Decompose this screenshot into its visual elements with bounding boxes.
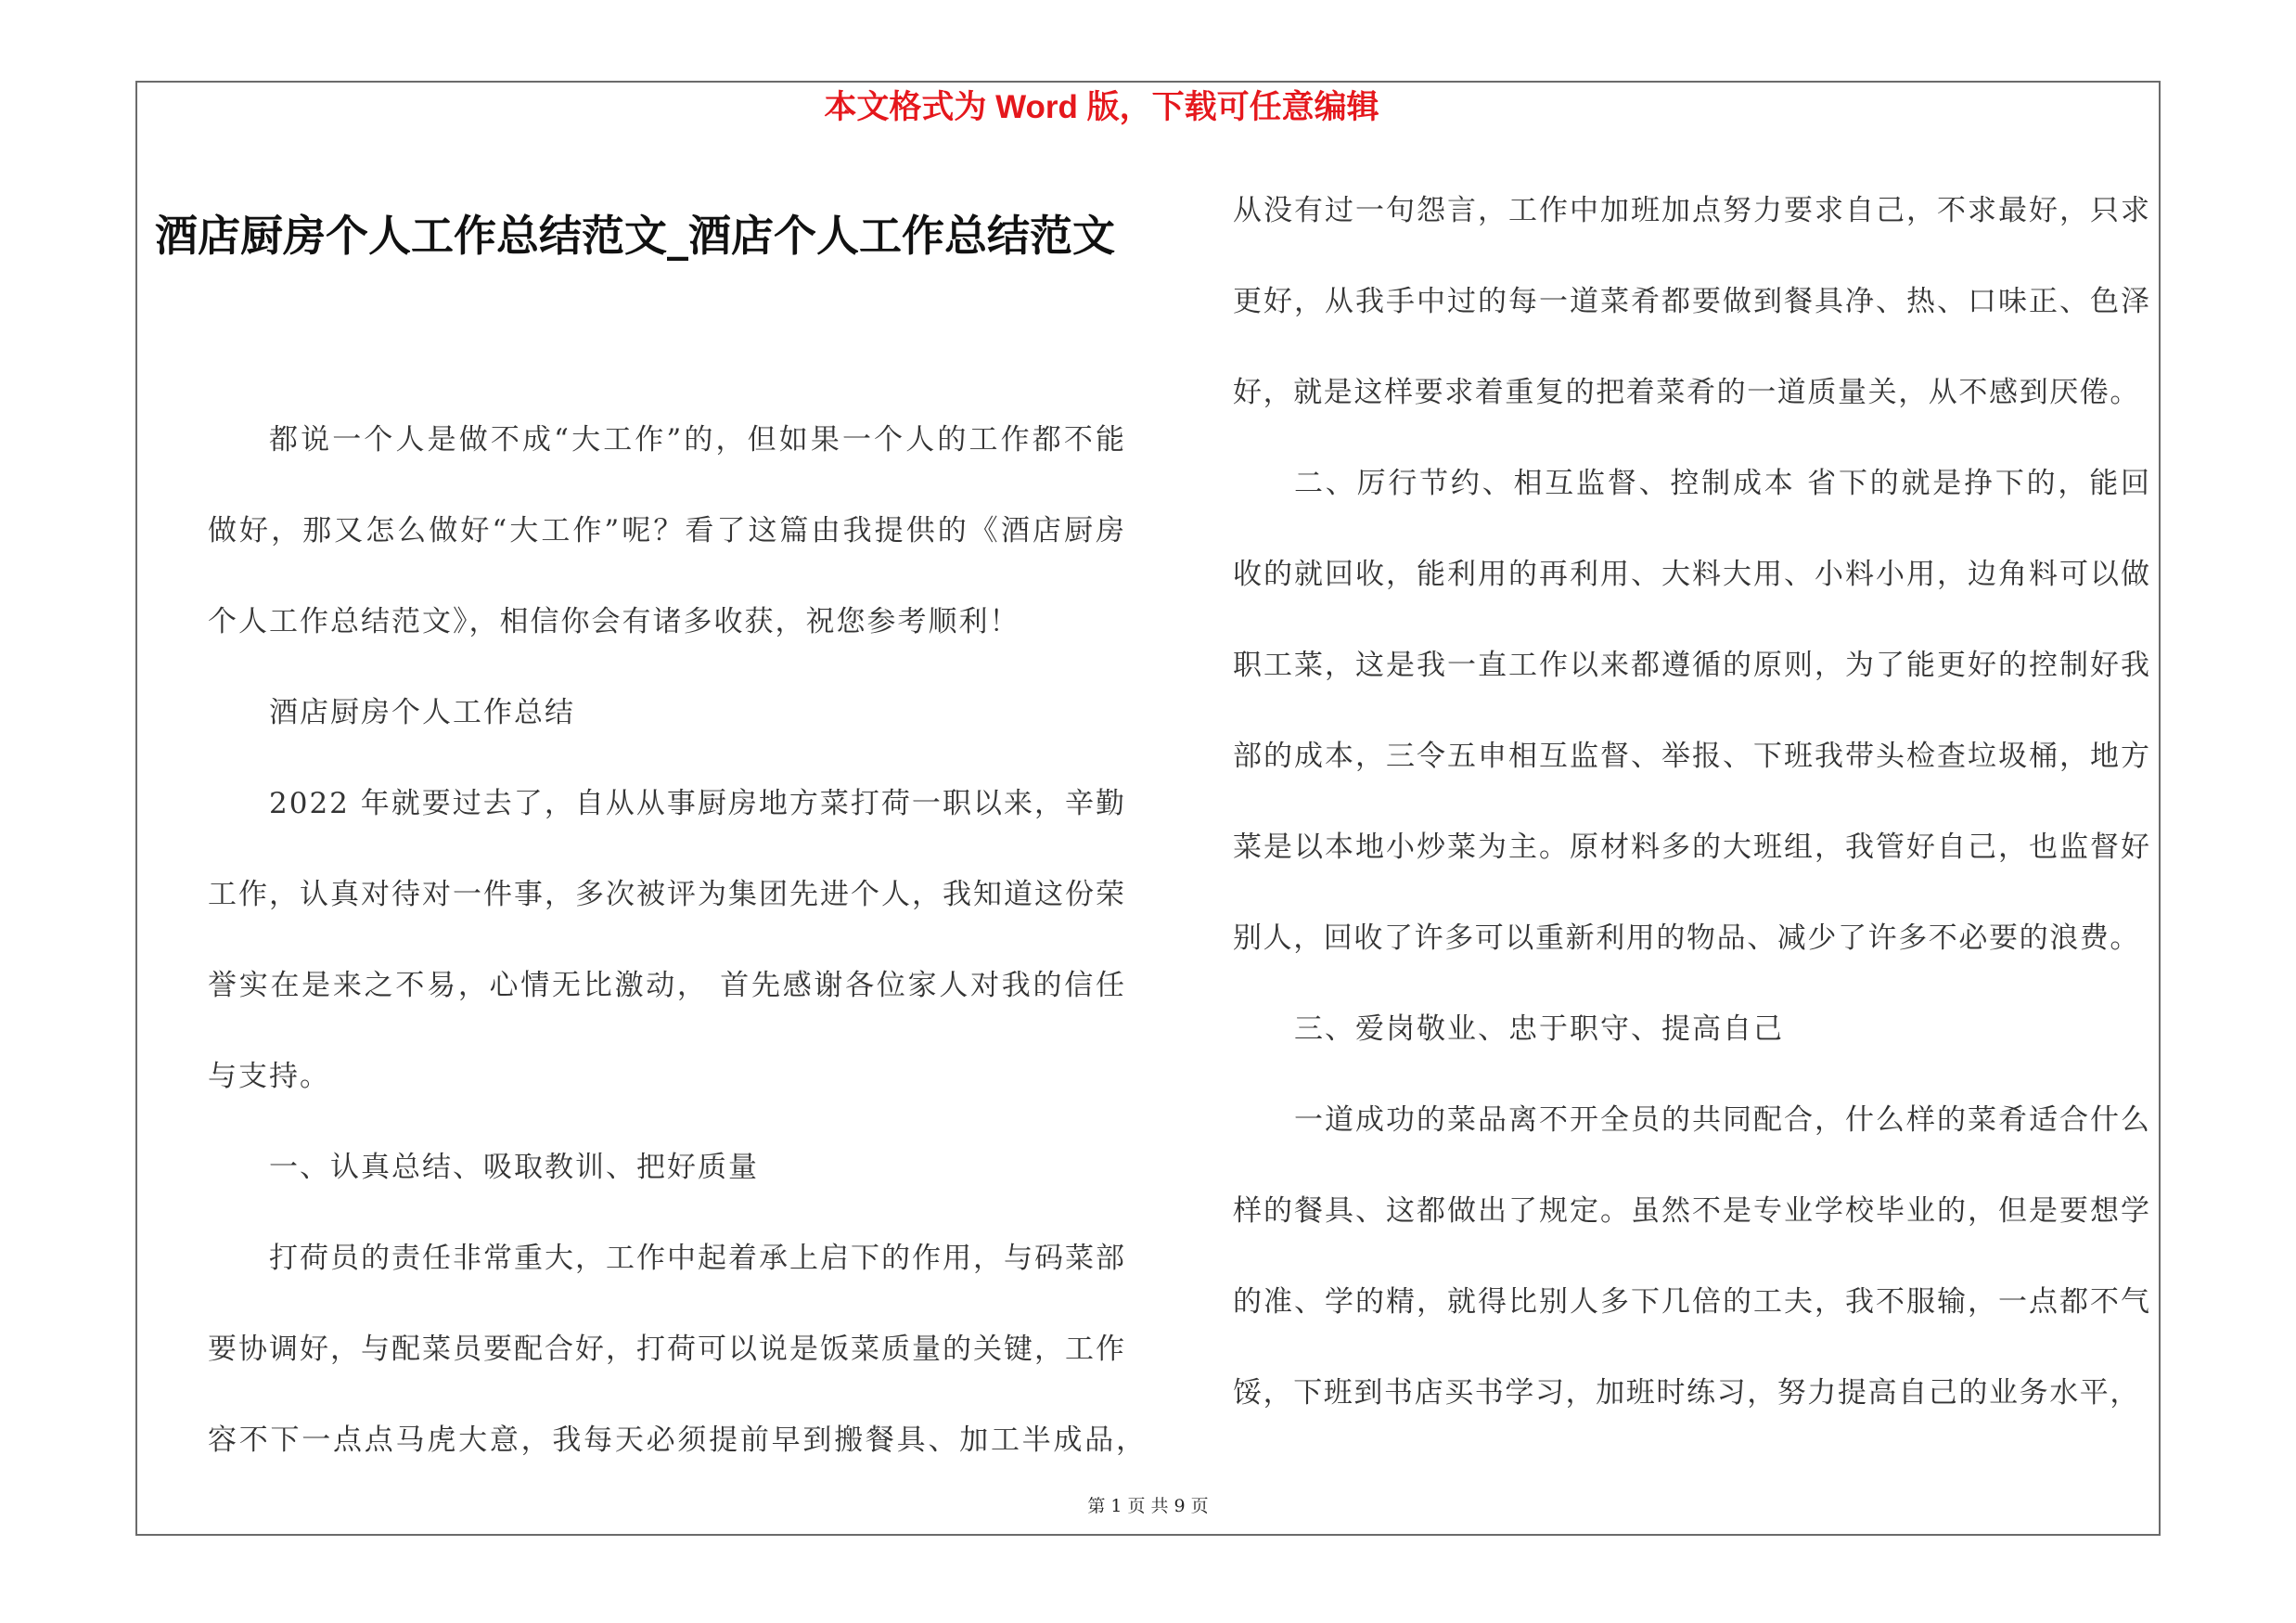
text-line: 收的就回收，能利用的再利用、大料大用、小料小用，边角料可以做 — [1233, 558, 2151, 591]
left-text-column — [208, 394, 1147, 1486]
body-paragraph — [1233, 1075, 2151, 1438]
text-line: 样的餐具、这都做出了规定。虽然不是专业学校毕业的，但是要想学 — [1233, 1194, 2151, 1228]
text-line: 更好，从我手中过的每一道菜肴都要做到餐具净、热、口味正、色泽 — [1233, 285, 2151, 318]
text-line: 都说一个人是做不成“大工作”的，但如果一个人的工作都不能 — [269, 423, 1126, 457]
text-line: 职工菜，这是我一直工作以来都遵循的原则，为了能更好的控制好我 — [1233, 649, 2151, 682]
text-line: 誉实在是来之不易，心情无比激动， 首先感谢各位家人对我的信任 — [208, 969, 1126, 1002]
body-paragraph — [208, 758, 1126, 1122]
text-line: 打荷员的责任非常重大，工作中起着承上启下的作用，与码菜部 — [269, 1242, 1126, 1275]
text-line: 二、厉行节约、相互监督、控制成本 省下的就是挣下的，能回 — [1294, 467, 2151, 500]
text-line: 馁，下班到书店买书学习，加班时练习，努力提高自己的业务水平， — [1233, 1376, 2140, 1410]
section-heading-paragraph — [208, 667, 1126, 758]
intro-paragraph — [208, 394, 1126, 667]
body-paragraph — [1233, 438, 2151, 984]
text-line: 菜是以本地小炒菜为主。原材料多的大班组，我管好自己，也监督好 — [1233, 831, 2151, 864]
text-line: 好，就是这样要求着重复的把着菜肴的一道质量关，从不感到厌倦。 — [1233, 376, 2140, 409]
section-heading-paragraph — [208, 1122, 1126, 1213]
text-line: 要协调好，与配菜员要配合好，打荷可以说是饭菜质量的关键，工作 — [208, 1333, 1126, 1366]
format-notice-banner: 本文格式为 Word 版，下载可任意编辑 — [824, 89, 1379, 125]
text-line: 一、认真总结、吸取教训、把好质量 — [269, 1151, 759, 1184]
text-line: 与支持。 — [208, 1060, 330, 1093]
text-line: 2022 年就要过去了，自从从事厨房地方菜打荷一职以来，辛勤 — [269, 787, 1126, 820]
text-line: 做好，那又怎么做好“大工作”呢？看了这篇由我提供的《酒店厨房 — [208, 514, 1126, 547]
text-line: 酒店厨房个人工作总结 — [269, 696, 575, 729]
text-line: 容不下一点点马虎大意，我每天必须提前早到搬餐具、加工半成品， — [208, 1423, 1147, 1457]
text-line: 个人工作总结范文》，相信你会有诸多收获，祝您参考顺利！ — [208, 605, 1020, 638]
text-line: 从没有过一句怨言，工作中加班加点努力要求自己，不求最好，只求 — [1233, 194, 2151, 227]
text-line: 工作，认真对待对一件事，多次被评为集团先进个人，我知道这份荣 — [208, 878, 1126, 911]
text-line: 一道成功的菜品离不开全员的共同配合，什么样的菜肴适合什么 — [1294, 1103, 2151, 1137]
page-number-footer: 第 1 页 共 9 页 — [1087, 1496, 1209, 1516]
right-text-column — [1233, 165, 2151, 1438]
document-title: 酒店厨房个人工作总结范文_酒店个人工作总结范文 — [155, 211, 1115, 261]
body-paragraph — [208, 1213, 1147, 1486]
text-line: 部的成本，三令五申相互监督、举报、下班我带头检查垃圾桶，地方 — [1233, 740, 2151, 773]
text-line: 别人，回收了许多可以重新利用的物品、减少了许多不必要的浪费。 — [1233, 921, 2140, 955]
continued-paragraph — [1233, 165, 2151, 438]
text-line: 的准、学的精，就得比别人多下几倍的工夫，我不服输，一点都不气 — [1233, 1285, 2151, 1319]
section-heading-paragraph — [1233, 984, 2151, 1075]
text-line: 三、爱岗敬业、忠于职守、提高自己 — [1294, 1012, 1784, 1046]
